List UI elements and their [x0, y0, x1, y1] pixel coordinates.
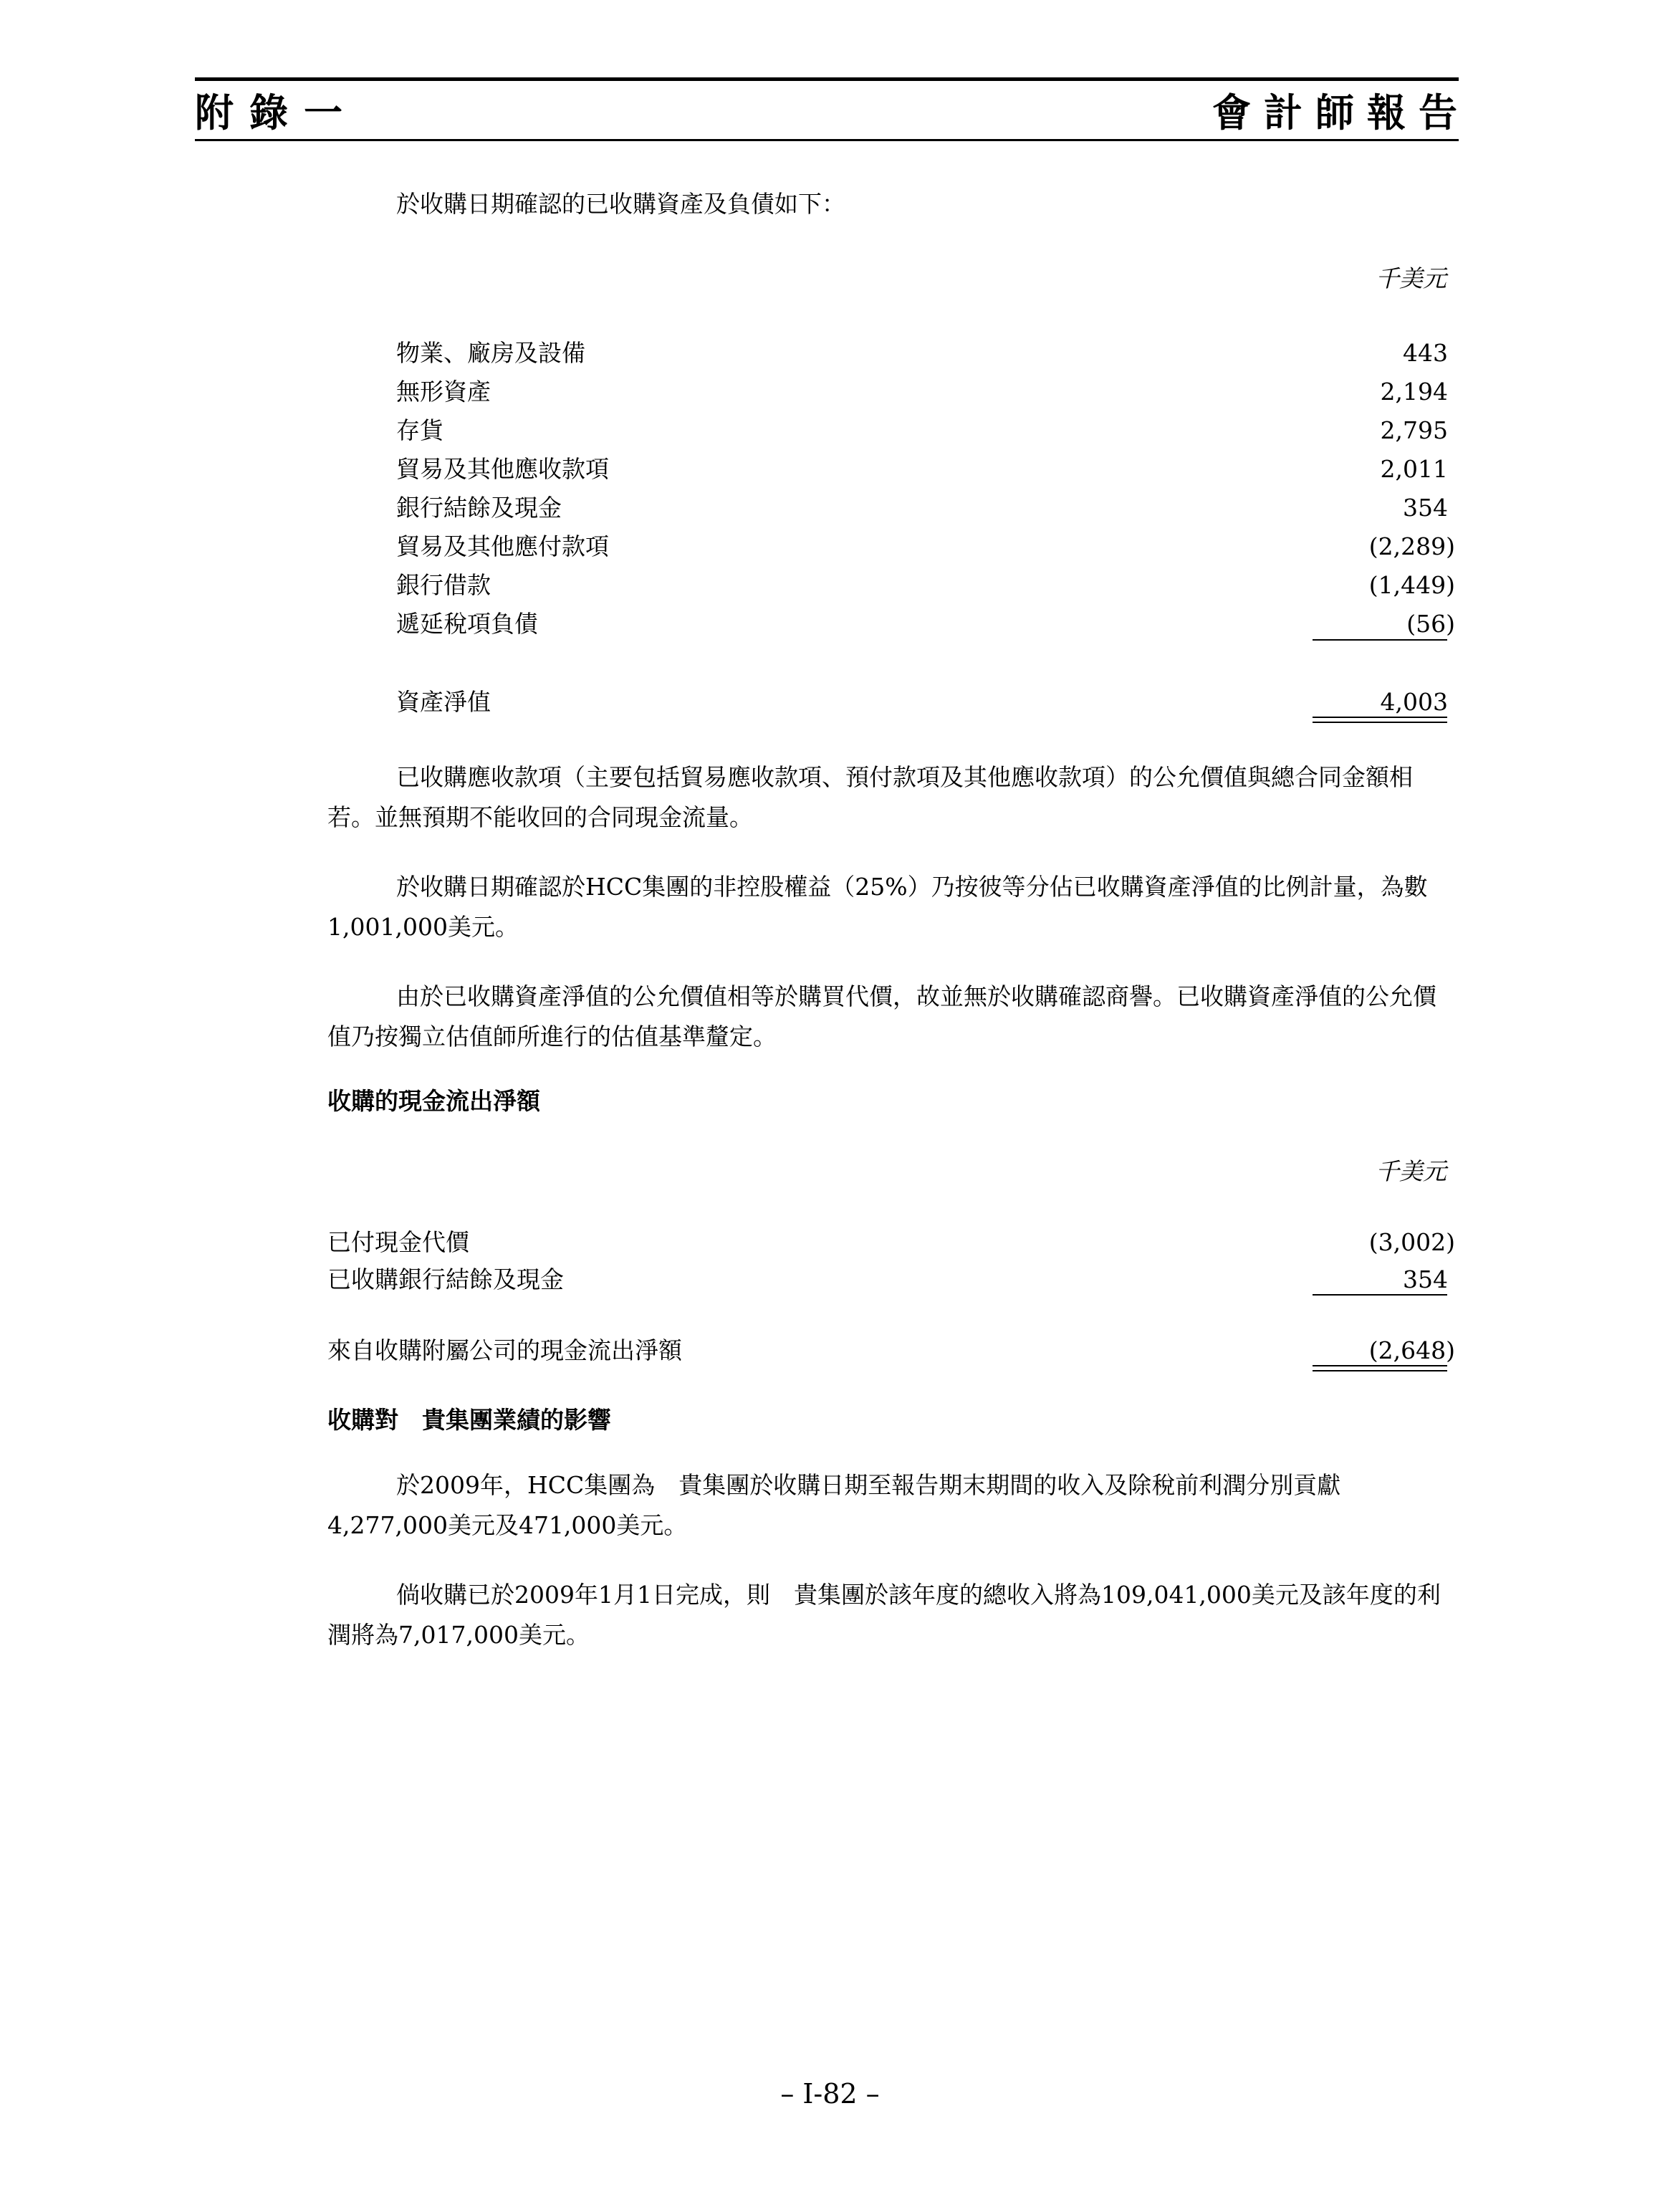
cash-item-label: 已收購銀行結餘及現金	[327, 1265, 564, 1293]
cash-total-double-rule-bottom	[1313, 1370, 1447, 1371]
cash-total-double-rule-top	[1313, 1365, 1447, 1366]
page-number: – I-82 –	[780, 2078, 880, 2110]
cash-item-value: (3,002)	[1368, 1228, 1455, 1256]
net-assets-value: 4,003	[1380, 688, 1448, 716]
report-title: 會計師報告	[1212, 90, 1470, 135]
net-assets-label: 資產淨值	[396, 688, 491, 716]
cash-total-value: (2,648)	[1368, 1336, 1455, 1364]
paragraph-noncontrolling-interest: 於收購日期確認於HCC集團的非控股權益（25%）乃按彼等分佔已收購資產淨值的比例計量，為數1,001,000美元。	[327, 873, 1428, 941]
asset-value: (2,289)	[1368, 532, 1455, 560]
paragraph-contribution: 於2009年，HCC集團為 貴集團於收購日期至報告期末期間的收入及除稅前利潤分別貢獻4,277,000美元及471,000美元。	[327, 1471, 1341, 1539]
paragraph-receivables: 已收購應收款項（主要包括貿易應收款項、預付款項及其他應收款項）的公允價值與總合同金額相若。並無預期不能收回的合同現金流量。	[327, 763, 1413, 831]
asset-value: 2,795	[1380, 416, 1448, 444]
cash-item-value: 354	[1403, 1265, 1448, 1293]
unit-label: 千美元	[1376, 264, 1446, 292]
asset-value: 354	[1403, 494, 1448, 522]
asset-label: 銀行借款	[396, 571, 491, 599]
header-bottom-rule	[195, 139, 1459, 141]
asset-value: 2,194	[1380, 378, 1448, 406]
cash-subtotal-rule	[1313, 1294, 1447, 1296]
impact-heading: 收購對 貴集團業績的影響	[327, 1406, 611, 1434]
asset-value: (1,449)	[1368, 571, 1455, 599]
header-top-rule	[195, 77, 1459, 81]
total-double-rule-top	[1313, 717, 1447, 718]
subtotal-rule	[1313, 639, 1447, 641]
asset-value: 443	[1403, 339, 1448, 367]
total-double-rule-bottom	[1313, 722, 1447, 723]
asset-value: 2,011	[1380, 455, 1448, 483]
asset-label: 貿易及其他應收款項	[396, 455, 609, 483]
asset-value: (56)	[1406, 610, 1455, 638]
asset-label: 銀行結餘及現金	[396, 494, 562, 522]
asset-label: 無形資產	[396, 378, 491, 406]
cash-total-label: 來自收購附屬公司的現金流出淨額	[327, 1336, 682, 1364]
cash-unit-label: 千美元	[1376, 1157, 1446, 1185]
paragraph-goodwill: 由於已收購資產淨值的公允價值相等於購買代價，故並無於收購確認商譽。已收購資產淨值的公允價值乃按獨立估值師所進行的估值基準釐定。	[327, 982, 1436, 1050]
paragraph-proforma: 倘收購已於2009年1月1日完成，則 貴集團於該年度的總收入將為109,041,000美元及該年度的利潤將為7,017,000美元。	[327, 1581, 1441, 1649]
cash-item-label: 已付現金代價	[327, 1228, 469, 1256]
asset-label: 貿易及其他應付款項	[396, 532, 609, 560]
asset-label: 物業、廠房及設備	[396, 339, 585, 367]
asset-label: 存貨	[396, 416, 443, 444]
cash-outflow-heading: 收購的現金流出淨額	[327, 1087, 540, 1115]
asset-label: 遞延稅項負債	[396, 610, 538, 638]
appendix-title: 附錄一	[195, 90, 358, 135]
intro-text: 於收購日期確認的已收購資產及負債如下：	[396, 190, 845, 218]
